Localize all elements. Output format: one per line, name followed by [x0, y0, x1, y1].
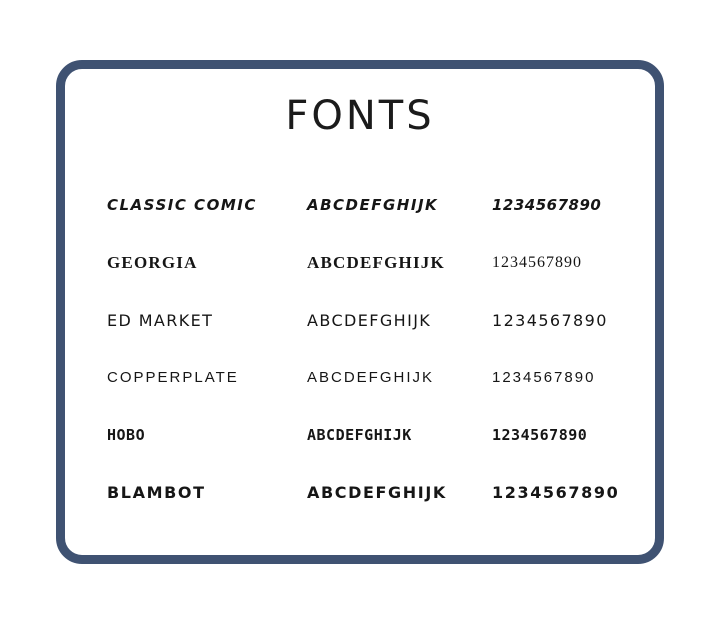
font-numeral-sample: 1234567890 [492, 310, 608, 330]
list-item [107, 471, 620, 515]
font-name: COPPERPLATE [107, 369, 239, 387]
font-name: ED MARKET [107, 310, 214, 330]
font-name: HOBO [107, 426, 146, 445]
font-alphabet-sample: ABCDEFGHIJK [307, 426, 412, 445]
list-item [107, 241, 613, 285]
font-alphabet-sample: ABCDEFGHIJK [307, 252, 445, 272]
font-alphabet-sample: ABCDEFGHIJK [307, 196, 439, 214]
font-alphabet-sample: ABCDEFGHIJK [307, 369, 435, 387]
font-numeral-sample: 1234567890 [492, 483, 620, 503]
font-name: CLASSIC COMIC [107, 196, 257, 214]
page-title: FONTS [285, 93, 435, 139]
font-name: GEORGIA [107, 252, 198, 272]
font-specimen-list [65, 179, 655, 521]
font-numeral-sample: 1234567890 [492, 196, 602, 214]
font-alphabet-sample: ABCDEFGHIJK [307, 310, 432, 330]
font-alphabet-sample: ABCDEFGHIJK [307, 483, 447, 503]
list-item [107, 413, 613, 457]
fonts-card [56, 60, 664, 564]
font-numeral-sample: 1234567890 [492, 426, 588, 445]
list-item [107, 183, 613, 227]
font-numeral-sample: 1234567890 [492, 253, 582, 271]
list-item [107, 356, 613, 400]
font-name: BLAMBOT [107, 483, 206, 503]
font-numeral-sample: 1234567890 [492, 369, 596, 387]
list-item [107, 298, 613, 342]
